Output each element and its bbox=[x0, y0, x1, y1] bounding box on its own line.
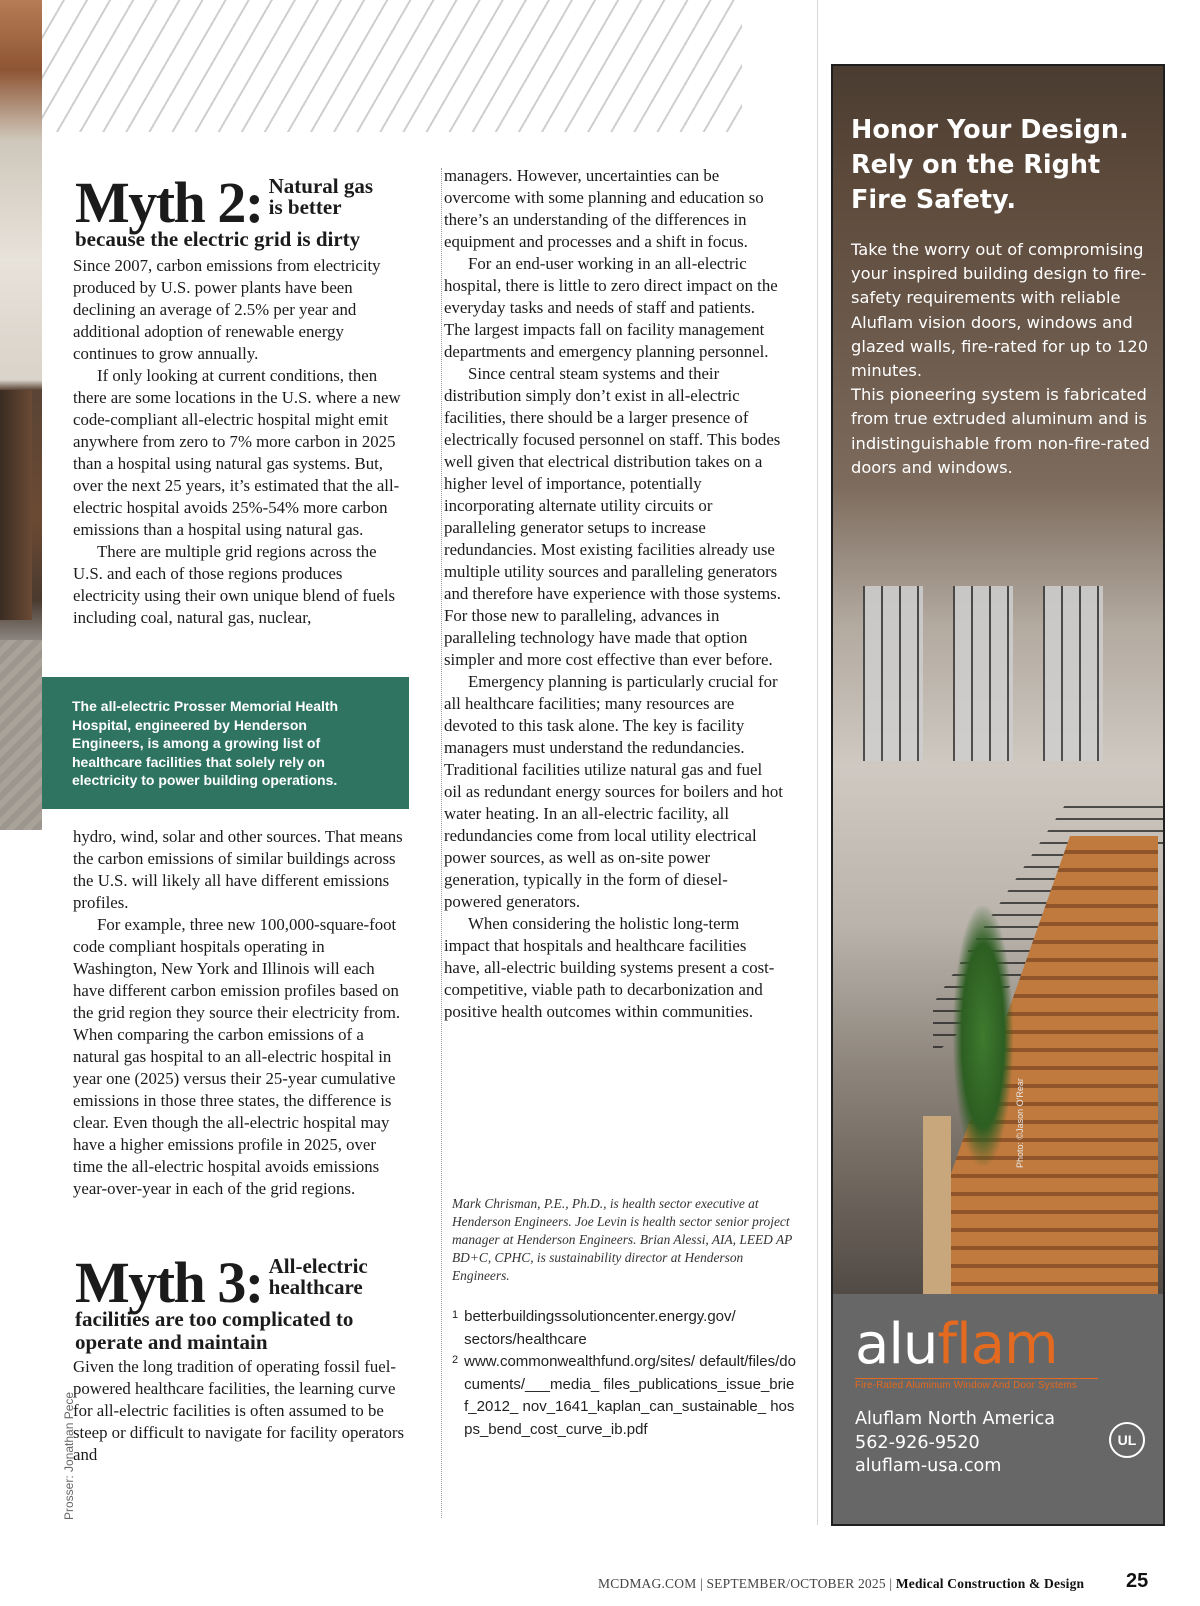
footer-publication: Medical Construction & Design bbox=[895, 1576, 1085, 1591]
ad-copy-paragraph: This pioneering system is fabricated from true extruded aluminum and is indistinguishable from non-fire-rated doors and windows. bbox=[851, 385, 1150, 477]
page-number: 25 bbox=[1126, 1570, 1149, 1592]
ul-certification-icon: UL bbox=[1109, 1422, 1145, 1458]
footer-issue: SEPTEMBER/OCTOBER 2025 bbox=[706, 1576, 886, 1591]
column1-myth3-text bbox=[73, 1356, 408, 1466]
author-bio: Mark Chrisman, P.E., Ph.D., is health sector executive at Henderson Engineers. Joe Levin is health sector senior project manager at Henderson Engineers. Brian Alessi, AIA, LEED AP BD+C, CPHC, is sustainability director at Henderson Engineers. bbox=[452, 1196, 793, 1283]
column2-text bbox=[444, 165, 784, 1023]
footnote-number: 1 bbox=[452, 1309, 459, 1321]
aluflam-advertisement[interactable] bbox=[831, 64, 1165, 1526]
ad-divider bbox=[817, 0, 818, 1525]
paragraph: managers. However, uncertainties can be overcome with some planning and education so there’s an understanding of the differences in equipment and processes and a shift in focus. bbox=[444, 166, 764, 251]
aluflam-logo[interactable] bbox=[855, 1312, 1095, 1377]
phone-number[interactable]: 562-926-9520 bbox=[855, 1432, 980, 1453]
ad-copy bbox=[851, 238, 1165, 480]
myth3-heading bbox=[75, 1250, 415, 1355]
diagonal-hatch-decoration bbox=[42, 0, 742, 132]
paragraph: Given the long tradition of operating fossil fuel-powered healthcare facilities, the learning curve for all-electric facilities is often assumed to be steep or difficult to navigate for facility operators and bbox=[73, 1357, 405, 1464]
logo-flam: flam bbox=[937, 1312, 1058, 1377]
paragraph: If only looking at current conditions, then there are some locations in the U.S. where a new code-compliant all-electric hospital might emit anywhere from zero to 7% more carbon in 2025 than a hospital using natural gas systems. But, over the next 25 years, it’s estimated that the all-electric hospital avoids 25%-54% more carbon emissions than a hospital using natural gas. bbox=[73, 366, 401, 539]
myth2-subtitle: because the electric grid is dirty bbox=[75, 227, 361, 251]
company-name: Aluflam North America bbox=[855, 1409, 1056, 1429]
footer-site[interactable]: MCDMAG.COM bbox=[598, 1576, 697, 1591]
paragraph: When considering the holistic long-term impact that hospitals and healthcare facilities have, all-electric building systems present a cost-competitive, viable path to decarbonization and positive health outcomes within communities. bbox=[444, 914, 775, 1021]
ad-photo-window bbox=[1043, 586, 1103, 761]
ad-photo-sign bbox=[923, 1116, 951, 1306]
column1-top-text bbox=[73, 255, 408, 629]
footnote bbox=[452, 1351, 797, 1441]
paragraph: For example, three new 100,000-square-foot code compliant hospitals operating in Washington, New York and Illinois will each have different carbon emission profiles based on the grid region they source their electricity from. When comparing the carbon emissions of a natural gas hospital to an all-electric hospital in year one (2025) versus their 25-year cumulative emissions in those three states, the difference is clear. Even though the all-electric hospital may have a higher emissions profile in 2025, over time the all-electric hospital avoids emissions year-over-year in each of the grid regions. bbox=[73, 915, 401, 1198]
myth2-small-line1: Natural gas bbox=[268, 174, 374, 198]
myth3-title-small bbox=[269, 1256, 368, 1299]
ad-photo-credit: Photo: ©Jason O'Rear bbox=[1015, 1078, 1025, 1168]
myth2-heading bbox=[75, 170, 415, 251]
paragraph: Emergency planning is particularly crucial for all healthcare facilities; many resources are devoted to this task alone. The key is facility managers must understand the redundancies. Traditional facilities utilize natural gas and fuel oil as redundant energy sources for boilers and hot water heating. In an all-electric facility, all redundancies come from local utility electrical power sources, as well as on-site power generation, typically in the form of diesel-powered generators. bbox=[444, 672, 783, 911]
footnote-link[interactable]: betterbuildingssolutioncenter.energy.gov/ sectors/healthcare bbox=[464, 1308, 736, 1348]
paragraph: There are multiple grid regions across the U.S. and each of those regions produces electricity using their own unique blend of fuels including coal, natural gas, nuclear, bbox=[73, 542, 396, 627]
hospital-interior-photo bbox=[0, 0, 42, 830]
myth2-small-line2: is better bbox=[268, 195, 342, 220]
photo-floor bbox=[0, 640, 42, 830]
footnotes bbox=[452, 1306, 797, 1441]
photo-caption: The all-electric Prosser Memorial Health Hospital, engineered by Henderson Engineers, is among a growing list of healthcare facilities that solely rely on electricity to power building operations. bbox=[42, 677, 409, 809]
column-divider bbox=[441, 168, 442, 1518]
ad-photo-plant bbox=[953, 906, 1013, 1166]
logo-alu: alu bbox=[855, 1312, 938, 1377]
footnote bbox=[452, 1306, 797, 1351]
website-link[interactable]: aluflam-usa.com bbox=[855, 1456, 1002, 1476]
column1-bottom-text bbox=[73, 826, 408, 1200]
myth2-title-small bbox=[269, 176, 373, 219]
myth3-small-line1: All-electric bbox=[268, 1254, 368, 1278]
ad-photo-window bbox=[863, 586, 923, 761]
photo-credit: Prosser: Jonathan Pece bbox=[62, 1391, 76, 1520]
myth3-small-line2: healthcare bbox=[268, 1275, 363, 1300]
footnote-link[interactable]: www.commonwealthfund.org/sites/ default/files/documents/___media_ files_publications_issue_brief_2012_ nov_1641_kaplan_can_sustainable_ hosps_bend_cost_curve_ib.pdf bbox=[464, 1353, 796, 1438]
myth2-number: Myth 2: bbox=[75, 170, 263, 235]
myth3-subtitle: facilities are too complicated to operate and maintain bbox=[75, 1307, 354, 1355]
ad-copy-paragraph: Take the worry out of compromising your inspired building design to fire-safety requirements with reliable Aluflam vision doors, windows and glazed walls, fire-rated for up to 120 minutes. bbox=[851, 240, 1149, 381]
ad-headline: Honor Your Design. Rely on the Right Fire Safety. bbox=[851, 115, 1129, 215]
paragraph: For an end-user working in an all-electric hospital, there is little to zero direct impact on the everyday tasks and needs of staff and patients. The largest impacts fall on facility management departments and emergency planning personnel. bbox=[444, 254, 778, 361]
ad-contact-info bbox=[855, 1408, 1055, 1479]
paragraph: hydro, wind, solar and other sources. That means the carbon emissions of similar buildings across the U.S. will likely all have different emissions profiles. bbox=[73, 827, 403, 912]
myth3-number: Myth 3: bbox=[75, 1250, 263, 1315]
photo-door bbox=[0, 390, 32, 620]
footnote-number: 2 bbox=[452, 1354, 459, 1366]
paragraph: Since 2007, carbon emissions from electricity produced by U.S. power plants have been declining an average of 2.5% per year and additional adoption of renewable energy continues to grow annually. bbox=[73, 256, 381, 363]
ad-contact-panel bbox=[833, 1294, 1163, 1524]
page-footer: MCDMAG.COM | SEPTEMBER/OCTOBER 2025 | Medical Construction & Design bbox=[598, 1576, 1085, 1591]
ad-photo-window bbox=[953, 586, 1013, 761]
paragraph: Since central steam systems and their distribution simply don’t exist in all-electric facilities, there should be a larger presence of electrically focused personnel on staff. This bodes well given that electrical distribution takes on a higher level of importance, potentially incorporating alternate utility circuits or paralleling generator setups to increase redundancies. Most existing facilities already use multiple utility sources and paralleling generators and therefore have experience with those systems. For those new to paralleling, advances in paralleling technology have made that option simpler and more cost effective than ever before. bbox=[444, 364, 781, 669]
logo-tagline: Fire-Rated Aluminum Window And Door Systems bbox=[855, 1378, 1098, 1391]
